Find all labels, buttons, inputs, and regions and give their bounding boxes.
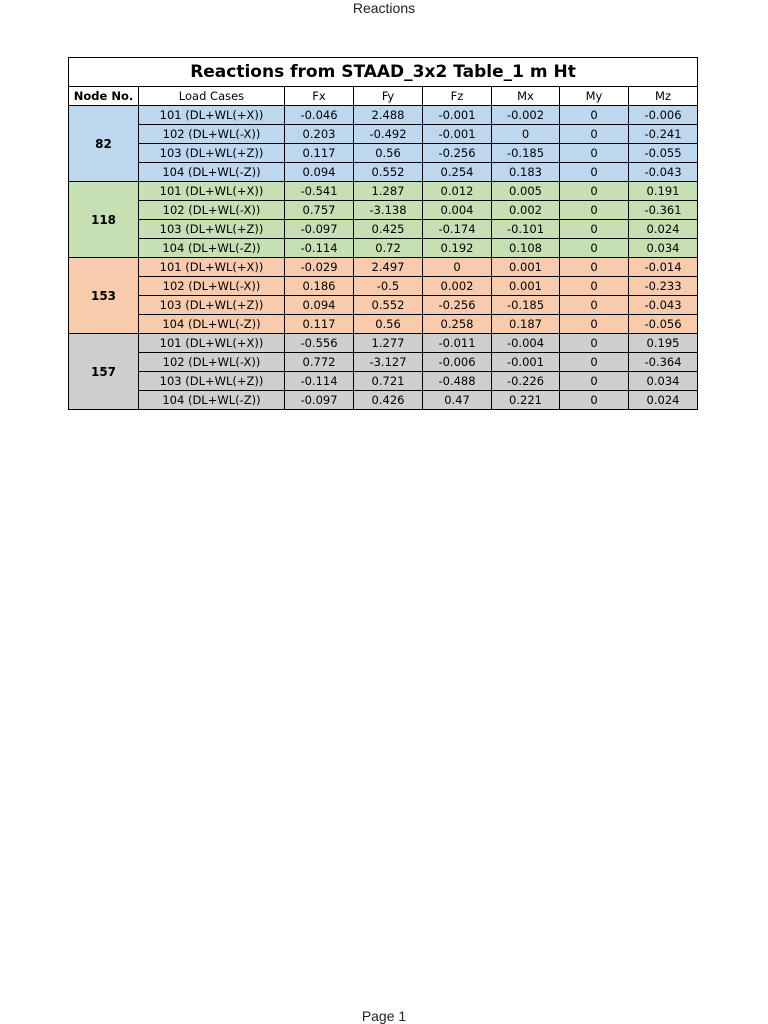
column-header-fx: Fx xyxy=(285,87,354,106)
column-header-mz: Mz xyxy=(629,87,698,106)
load-case-cell: 104 (DL+WL(-Z)) xyxy=(139,391,285,410)
fx-cell: -0.097 xyxy=(285,391,354,410)
mz-cell: 0.024 xyxy=(629,391,698,410)
mz-cell: -0.006 xyxy=(629,106,698,125)
my-cell: 0 xyxy=(560,106,629,125)
table-body xyxy=(69,106,698,410)
mx-cell: 0 xyxy=(492,125,560,144)
fy-cell: -3.127 xyxy=(354,353,423,372)
my-cell: 0 xyxy=(560,201,629,220)
page-footer: Page 1 xyxy=(361,1008,407,1024)
mz-cell: -0.043 xyxy=(629,296,698,315)
my-cell: 0 xyxy=(560,239,629,258)
mx-cell: -0.002 xyxy=(492,106,560,125)
fz-cell: -0.174 xyxy=(423,220,492,239)
load-case-cell: 104 (DL+WL(-Z)) xyxy=(139,163,285,182)
fx-cell: 0.772 xyxy=(285,353,354,372)
fy-cell: 0.721 xyxy=(354,372,423,391)
fx-cell: -0.097 xyxy=(285,220,354,239)
my-cell: 0 xyxy=(560,163,629,182)
load-case-cell: 103 (DL+WL(+Z)) xyxy=(139,144,285,163)
mx-cell: -0.185 xyxy=(492,296,560,315)
mz-cell: -0.241 xyxy=(629,125,698,144)
node-number-cell: 82 xyxy=(69,106,139,182)
fy-cell: 1.277 xyxy=(354,334,423,353)
fy-cell: 0.56 xyxy=(354,315,423,334)
table-row xyxy=(69,220,698,239)
fz-cell: 0.012 xyxy=(423,182,492,201)
mx-cell: -0.001 xyxy=(492,353,560,372)
fz-cell: 0.002 xyxy=(423,277,492,296)
column-header-fy: Fy xyxy=(354,87,423,106)
table-row xyxy=(69,182,698,201)
fy-cell: 0.552 xyxy=(354,163,423,182)
load-case-cell: 103 (DL+WL(+Z)) xyxy=(139,220,285,239)
fx-cell: -0.556 xyxy=(285,334,354,353)
mz-cell: 0.191 xyxy=(629,182,698,201)
table-title: Reactions from STAAD_3x2 Table_1 m Ht xyxy=(69,58,698,87)
page-header: Reactions xyxy=(352,0,416,16)
node-number-cell: 118 xyxy=(69,182,139,258)
mx-cell: -0.004 xyxy=(492,334,560,353)
mz-cell: 0.195 xyxy=(629,334,698,353)
my-cell: 0 xyxy=(560,334,629,353)
fx-cell: -0.114 xyxy=(285,372,354,391)
fz-cell: -0.256 xyxy=(423,144,492,163)
mz-cell: 0.034 xyxy=(629,239,698,258)
fx-cell: 0.117 xyxy=(285,144,354,163)
fx-cell: -0.029 xyxy=(285,258,354,277)
table-row xyxy=(69,258,698,277)
mx-cell: 0.001 xyxy=(492,258,560,277)
my-cell: 0 xyxy=(560,315,629,334)
table-row xyxy=(69,144,698,163)
fx-cell: 0.203 xyxy=(285,125,354,144)
mz-cell: -0.364 xyxy=(629,353,698,372)
mz-cell: -0.055 xyxy=(629,144,698,163)
my-cell: 0 xyxy=(560,391,629,410)
fz-cell: 0.254 xyxy=(423,163,492,182)
fx-cell: 0.094 xyxy=(285,296,354,315)
my-cell: 0 xyxy=(560,258,629,277)
table-row xyxy=(69,277,698,296)
mz-cell: -0.043 xyxy=(629,163,698,182)
fz-cell: -0.001 xyxy=(423,106,492,125)
fy-cell: -0.492 xyxy=(354,125,423,144)
fx-cell: -0.541 xyxy=(285,182,354,201)
table-row xyxy=(69,315,698,334)
load-case-cell: 101 (DL+WL(+X)) xyxy=(139,106,285,125)
fz-cell: -0.006 xyxy=(423,353,492,372)
my-cell: 0 xyxy=(560,296,629,315)
load-case-cell: 102 (DL+WL(-X)) xyxy=(139,353,285,372)
my-cell: 0 xyxy=(560,220,629,239)
fx-cell: -0.046 xyxy=(285,106,354,125)
fy-cell: 0.552 xyxy=(354,296,423,315)
reactions-table xyxy=(68,57,698,410)
fx-cell: 0.094 xyxy=(285,163,354,182)
fx-cell: 0.117 xyxy=(285,315,354,334)
mx-cell: -0.185 xyxy=(492,144,560,163)
load-case-cell: 102 (DL+WL(-X)) xyxy=(139,125,285,144)
node-number-cell: 153 xyxy=(69,258,139,334)
mz-cell: -0.056 xyxy=(629,315,698,334)
fx-cell: 0.757 xyxy=(285,201,354,220)
load-case-cell: 102 (DL+WL(-X)) xyxy=(139,201,285,220)
fz-cell: 0 xyxy=(423,258,492,277)
mx-cell: 0.005 xyxy=(492,182,560,201)
table-row xyxy=(69,296,698,315)
fx-cell: -0.114 xyxy=(285,239,354,258)
table-row xyxy=(69,391,698,410)
load-case-cell: 104 (DL+WL(-Z)) xyxy=(139,315,285,334)
fz-cell: 0.258 xyxy=(423,315,492,334)
load-case-cell: 104 (DL+WL(-Z)) xyxy=(139,239,285,258)
fx-cell: 0.186 xyxy=(285,277,354,296)
mx-cell: 0.187 xyxy=(492,315,560,334)
table-row xyxy=(69,201,698,220)
table-row xyxy=(69,239,698,258)
my-cell: 0 xyxy=(560,353,629,372)
table-row xyxy=(69,372,698,391)
table-row xyxy=(69,353,698,372)
fz-cell: -0.488 xyxy=(423,372,492,391)
mx-cell: 0.221 xyxy=(492,391,560,410)
fy-cell: 0.426 xyxy=(354,391,423,410)
mz-cell: -0.361 xyxy=(629,201,698,220)
column-header-row xyxy=(69,87,698,106)
mz-cell: -0.233 xyxy=(629,277,698,296)
fz-cell: -0.001 xyxy=(423,125,492,144)
fy-cell: 0.72 xyxy=(354,239,423,258)
mz-cell: -0.014 xyxy=(629,258,698,277)
mx-cell: -0.226 xyxy=(492,372,560,391)
my-cell: 0 xyxy=(560,372,629,391)
column-header-mx: Mx xyxy=(492,87,560,106)
my-cell: 0 xyxy=(560,144,629,163)
mx-cell: 0.002 xyxy=(492,201,560,220)
mx-cell: 0.108 xyxy=(492,239,560,258)
fz-cell: 0.47 xyxy=(423,391,492,410)
fy-cell: 2.497 xyxy=(354,258,423,277)
fy-cell: -3.138 xyxy=(354,201,423,220)
my-cell: 0 xyxy=(560,125,629,144)
table-row xyxy=(69,125,698,144)
column-header-load-cases: Load Cases xyxy=(139,87,285,106)
table-row xyxy=(69,106,698,125)
mz-cell: 0.024 xyxy=(629,220,698,239)
load-case-cell: 103 (DL+WL(+Z)) xyxy=(139,372,285,391)
mz-cell: 0.034 xyxy=(629,372,698,391)
load-case-cell: 103 (DL+WL(+Z)) xyxy=(139,296,285,315)
load-case-cell: 101 (DL+WL(+X)) xyxy=(139,182,285,201)
node-number-cell: 157 xyxy=(69,334,139,410)
fy-cell: 1.287 xyxy=(354,182,423,201)
fy-cell: 2.488 xyxy=(354,106,423,125)
load-case-cell: 101 (DL+WL(+X)) xyxy=(139,334,285,353)
mx-cell: 0.183 xyxy=(492,163,560,182)
load-case-cell: 101 (DL+WL(+X)) xyxy=(139,258,285,277)
fy-cell: -0.5 xyxy=(354,277,423,296)
fz-cell: -0.011 xyxy=(423,334,492,353)
column-header-my: My xyxy=(560,87,629,106)
table-row xyxy=(69,334,698,353)
mx-cell: -0.101 xyxy=(492,220,560,239)
column-header-node: Node No. xyxy=(69,87,139,106)
fz-cell: 0.004 xyxy=(423,201,492,220)
fz-cell: -0.256 xyxy=(423,296,492,315)
my-cell: 0 xyxy=(560,277,629,296)
load-case-cell: 102 (DL+WL(-X)) xyxy=(139,277,285,296)
table-row xyxy=(69,163,698,182)
column-header-fz: Fz xyxy=(423,87,492,106)
fz-cell: 0.192 xyxy=(423,239,492,258)
fy-cell: 0.425 xyxy=(354,220,423,239)
my-cell: 0 xyxy=(560,182,629,201)
mx-cell: 0.001 xyxy=(492,277,560,296)
fy-cell: 0.56 xyxy=(354,144,423,163)
